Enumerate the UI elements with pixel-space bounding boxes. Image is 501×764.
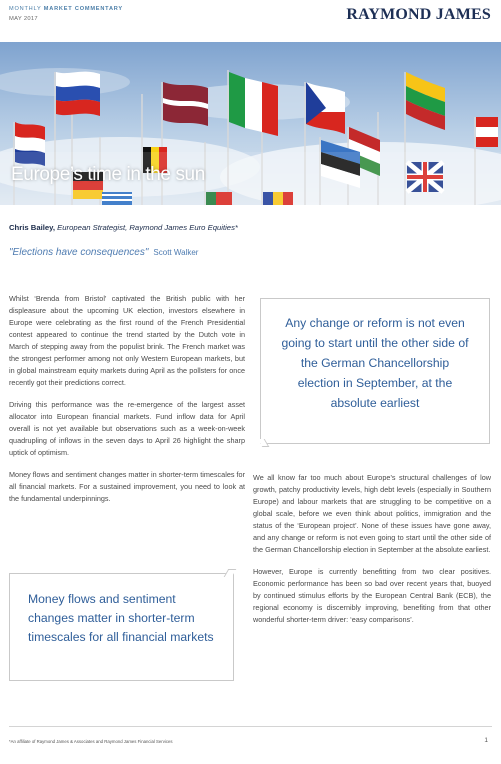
body-column-right xyxy=(253,472,491,636)
byline xyxy=(9,223,238,232)
pullquote-right xyxy=(260,298,490,444)
pullquote-tail xyxy=(258,439,270,447)
body-column-left xyxy=(9,293,245,515)
page-number: 1 xyxy=(484,737,488,744)
pullquote-left xyxy=(9,573,234,681)
series-word: MONTHLY xyxy=(9,6,42,12)
publication-series xyxy=(9,6,123,12)
masthead xyxy=(9,6,123,22)
hero-image xyxy=(0,42,501,205)
issue-date: MAY 2017 xyxy=(9,16,38,22)
flag-austria xyxy=(476,117,498,147)
paragraph: We all know far too much about Europe’s structural challenges of low growth, patchy productivity levels, high debt levels (especially in Southern Europe) and labour markets that are struggling to be competitive on a global scale, before we even think about politics, immigration and the status of the ‘European project’. None of these issues have gone away, and any change or reform is not even going to start until the other side of the German Chancellorship election in September at the absolute earliest. xyxy=(253,473,491,554)
footnote: *An affiliate of Raymond James & Associates and Raymond James Financial Services xyxy=(9,739,173,744)
paragraph: Driving this performance was the re-emergence of the largest asset allocator into European financial markets. Fund inflow data for April overall is not yet available but observations such as a week-on-week quadrupling of inflows in the seven days to April 26 highlight the sharp uptick of optimism. xyxy=(9,400,245,457)
author-name: Chris Bailey, xyxy=(9,223,56,232)
flag-latvia xyxy=(163,82,208,126)
series-title: MARKET COMMENTARY xyxy=(43,6,123,12)
pullquote-text: Money flows and sentiment changes matter in shorter-term timescales for all financial markets xyxy=(28,592,214,644)
raymond-james-logo: RAYMOND JAMES xyxy=(346,6,491,23)
epigraph-quote: "Elections have consequences" xyxy=(9,247,149,258)
flag-slovakia xyxy=(56,72,100,116)
footer-divider xyxy=(9,726,492,727)
pullquote-tail xyxy=(224,569,237,577)
paragraph: Whilst ‘Brenda from Bristol’ captivated the British public with her displeasure about the upcoming UK election, investors elsewhere in Europe were celebrating as the first round of the French Presidential contest appeared to continue the trend started by the Dutch vote in March of stepping away from the populist brink. The French market was the strongest performer among not only Western European markets, but in global mainstream equity markets during April as the pollsters for once recently got their predictions correct. xyxy=(9,294,245,387)
paragraph: However, Europe is currently benefitting from two clear positives. Economic performance has been so bad over recent years that, buoyed by continued stimulus efforts by the European Central Bank (ECB), the regional economy is discernibly improving, benefiting from that other wonderful shorter-term driver: ‘easy comparisons’. xyxy=(253,567,491,624)
paragraph: Money flows and sentiment changes matter in shorter-term timescales for all financial markets. For a sustained improvement, you need to look at the fundamental underpinnings. xyxy=(9,470,245,503)
epigraph xyxy=(9,247,198,258)
pullquote-text: Any change or reform is not even going to start until the other side of the German Chancellorship election in September, at the absolute earliest xyxy=(281,316,469,410)
article-title: Europe’s time in the sun xyxy=(11,164,205,185)
epigraph-attribution: Scott Walker xyxy=(153,248,199,257)
author-role: European Strategist, Raymond James Euro Equities* xyxy=(57,223,238,232)
